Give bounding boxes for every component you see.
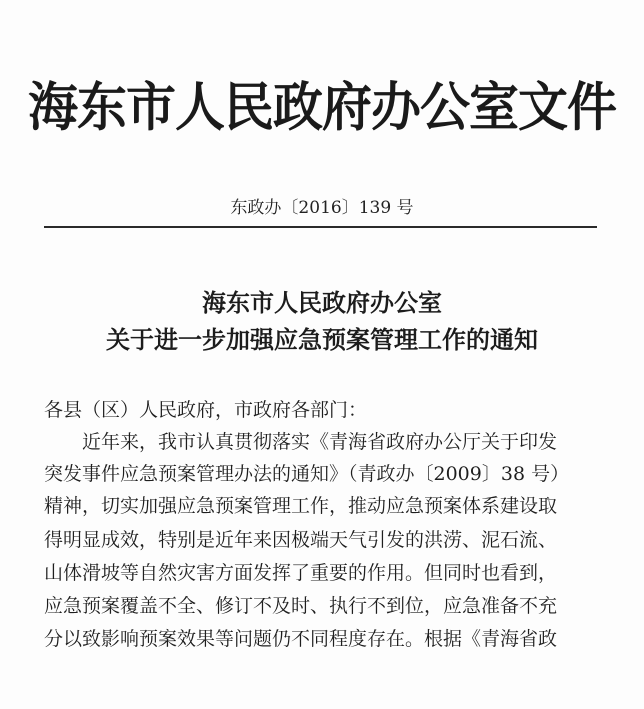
body-line: 分以致影响预案效果等问题仍不同程度存在。根据《青海省政 xyxy=(44,628,558,650)
salutation: 各县（区）人民政府，市政府各部门： xyxy=(44,399,368,421)
notice-title-line-2: 关于进一步加强应急预案管理工作的通知 xyxy=(106,325,538,354)
body-line: 应急预案覆盖不全、修订不及时、执行不到位，应急准备不充 xyxy=(44,595,558,617)
body-line: 突发事件应急预案管理办法的通知》（青政办〔2009〕38 号） xyxy=(44,463,570,485)
body-line: 山体滑坡等自然灾害方面发挥了重要的作用。但同时也看到， xyxy=(44,562,558,584)
body-line: 近年来，我市认真贯彻落实《青海省政府办公厅关于印发 xyxy=(44,431,558,453)
body-line: 得明显成效，特别是近年来因极端天气引发的洪涝、泥石流、 xyxy=(44,529,558,551)
document-number: 东政办〔2016〕139 号 xyxy=(230,198,414,218)
body-line: 精神，切实加强应急预案管理工作，推动应急预案体系建设取 xyxy=(44,495,558,517)
notice-title-line-1: 海东市人民政府办公室 xyxy=(202,288,442,317)
masthead-title: 海东市人民政府办公室文件 xyxy=(28,75,616,138)
header-divider xyxy=(44,226,597,228)
